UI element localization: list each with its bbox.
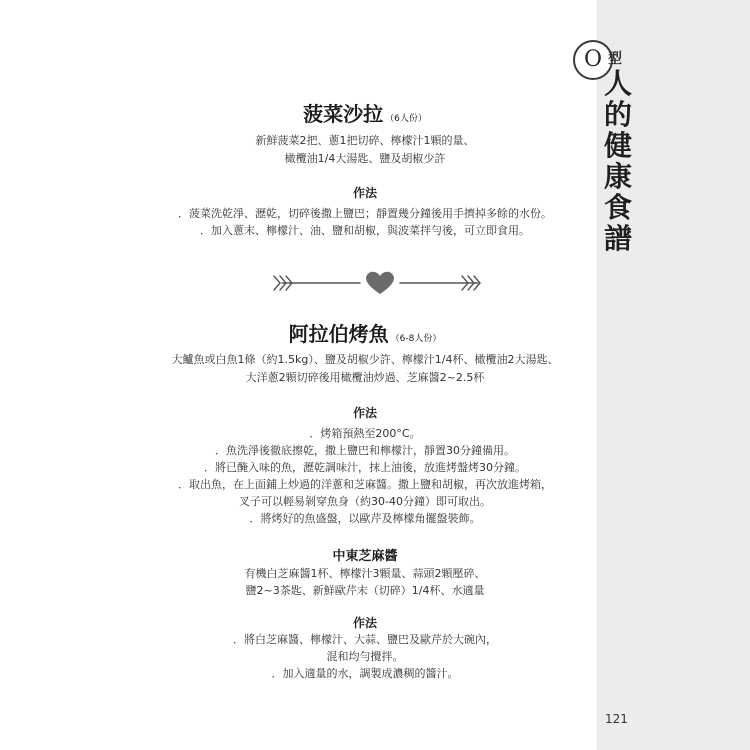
vertical-title-char: 健: [603, 129, 632, 162]
recipe-servings: （6-8人份）: [390, 334, 442, 344]
recipe-servings: （6人份）: [385, 114, 427, 124]
step-line: ．菠菜洗乾淨、瀝乾，切碎後撒上鹽巴；靜置幾分鐘後用手擠掉多餘的水份。: [178, 207, 552, 220]
vertical-title-char: 譜: [603, 222, 632, 255]
vertical-title-char: 康: [603, 160, 632, 193]
vertical-title-char: 食: [603, 191, 632, 224]
heart-icon: [366, 272, 394, 294]
page-number: 121: [605, 712, 628, 726]
ingredient-line: 新鮮菠菜2把、蔥1把切碎、檸檬汁1顆的量、: [255, 134, 475, 147]
vertical-chapter-title: [600, 68, 636, 254]
step-line: ．將白芝麻醬、檸檬汁、大蒜、鹽巴及歐芹於大碗內，: [233, 633, 497, 646]
recipe-title: [150, 98, 580, 127]
badge-letter: O: [583, 47, 603, 72]
ingredient-line: 有機白芝麻醬1杯、檸檬汁3顆量、蒜頭2顆壓碎、: [244, 567, 486, 580]
badge-suffix: 型: [608, 51, 622, 67]
heart-arrows-divider: [270, 268, 490, 298]
recipe-title-text: 阿拉伯烤魚: [288, 322, 389, 346]
ingredient-line: 橄欖油1/4大湯匙、鹽及胡椒少許: [284, 152, 446, 165]
step-line: 混和均勻攪拌。: [326, 650, 404, 663]
vertical-title-char: 人: [603, 67, 632, 100]
step-line: ．取出魚，在上面鋪上炒過的洋蔥和芝麻醬。撒上鹽和胡椒，再次放進烤箱，: [178, 478, 552, 491]
step-line: ．烤箱預熱至200°C。: [309, 427, 421, 440]
sauce-title: 中東芝麻醬: [332, 549, 398, 564]
recipe-title-text: 菠菜沙拉: [303, 102, 384, 126]
ingredient-line: 大鱸魚或白魚1條（約1.5kg）、鹽及胡椒少許、檸檬汁1/4杯、橄欖油2大湯匙、: [171, 353, 559, 366]
method-heading: 作法: [352, 616, 377, 630]
step-line: ．加入蔥末、檸檬汁、油、鹽和胡椒，與波菜拌勻後，可立即食用。: [200, 224, 530, 237]
vertical-title-char: 的: [603, 98, 632, 131]
method-heading: 作法: [352, 186, 377, 200]
step-line: ．魚洗淨後徹底擦乾，撒上鹽巴和檸檬汁，靜置30分鐘備用。: [215, 444, 515, 457]
method-heading: 作法: [352, 406, 377, 420]
step-line: ．將已醃入味的魚，瀝乾調味汁，抹上油後，放進烤盤烤30分鐘。: [204, 461, 526, 474]
step-line: ．將烤好的魚盛盤，以歐芹及檸檬角擺盤裝飾。: [249, 512, 481, 525]
ingredient-line: 鹽2~3茶匙、新鮮歐芹末（切碎）1/4杯、水適量: [245, 584, 485, 597]
ingredient-line: 大洋蔥2顆切碎後用橄欖油炒過、芝麻醬2~2.5杯: [245, 371, 485, 384]
step-line: ．加入適量的水，調製成濃稠的醬汁。: [271, 667, 459, 680]
step-line: 叉子可以輕易剝穿魚身（約30-40分鐘）即可取出。: [239, 495, 491, 508]
recipe-title: [150, 318, 580, 347]
